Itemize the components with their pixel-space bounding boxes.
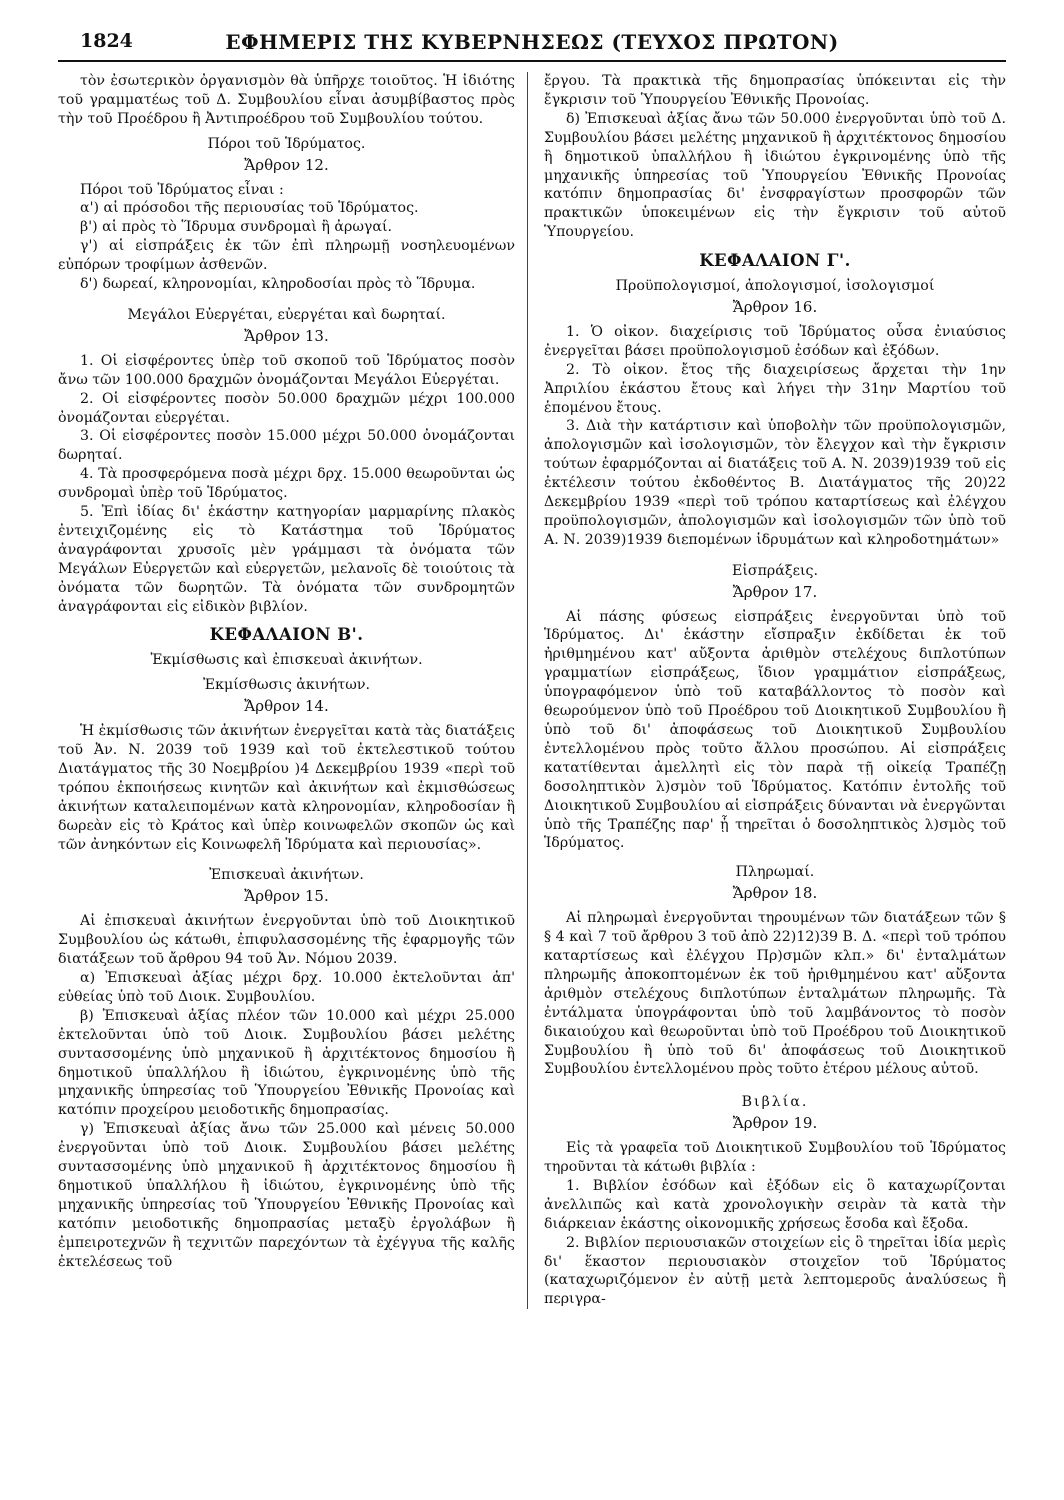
section-heading: Ἐκμίσθωσις ἀκινήτων. — [203, 677, 370, 694]
paragraph: 2. Τὸ οἰκον. ἔτος τῆς διαχειρίσεως ἄρχεται τὴν 1ην Ἀπριλίου ἑκάστου ἔτους καὶ λήγει τὴν 31ην Μαρτίου τοῦ ἑπομένου ἔτους. — [544, 361, 1006, 416]
paragraph: ἔργου. Τὰ πρακτικὰ τῆς δημοπρασίας ὑπόκεινται εἰς τὴν ἔγκρισιν τοῦ Ὑπουργείου Ἐθνικῆς Προνοίας. — [544, 73, 1006, 108]
article-number: Ἄρθρον 18. — [732, 884, 818, 903]
section-heading: Ἐπισκευαὶ ἀκινήτων. — [209, 867, 364, 884]
paragraph: 3. Οἱ εἰσφέροντες ποσὸν 15.000 μέχρι 50.000 ὀνομάζονται δωρηταί. — [58, 428, 516, 464]
article-number: Ἄρθρον 12. — [244, 155, 329, 174]
article-number: Ἄρθρον 16. — [732, 297, 818, 316]
section-heading: Μεγάλοι Εὐεργέται, εὐεργέται καὶ δωρηταί. — [127, 306, 446, 323]
list-item: γ') αἱ εἰσπράξεις ἐκ τῶν ἐπὶ πληρωμῇ νοσηλευομένων εὐπόρων τροφίμων ἀσθενῶν. — [58, 238, 516, 274]
paragraph: Ἡ ἐκμίσθωσις τῶν ἀκινήτων ἐνεργεῖται κατὰ τὰς διατάξεις τοῦ Ἀν. Ν. 2039 τοῦ 1939 καὶ τοῦ ἐκτελεστικοῦ τούτου Διατάγματος τῆς 30 Νοεμβρίου )4 Δεκεμβρίου 1939 «περὶ τοῦ τρόπου ἐκποιήσεως κινητῶν καὶ ἀκινήτων καὶ ἐκμισθώσεως ἀκινήτων καταλειπομένων κατὰ κληρονομίαν, κληροδοσίαν ἢ δωρεὰν εἰς τὸ Κράτος καὶ ὑπὲρ κοινωφελῶν σκοπῶν ὡς καὶ τῶν ἀνηκόντων εἰς Κοινωφελῆ Ἱδρύματα καὶ περιουσίας». — [58, 723, 516, 853]
paragraph: Αἱ ἐπισκευαὶ ἀκινήτων ἐνεργοῦνται ὑπὸ τοῦ Διοικητικοῦ Συμβουλίου ὡς κάτωθι, ἐπιφυλασσομένης τῆς ἐφαρμογῆς τῶν διατάξεων τοῦ ἄρθρου 94 τοῦ Ἀν. Νόμου 2039. — [58, 913, 516, 968]
text-columns — [58, 72, 1006, 1309]
paragraph: Πόροι τοῦ Ἱδρύματος εἶναι : — [80, 181, 284, 198]
paragraph: 1. Ὁ οἰκον. διαχείρισις τοῦ Ἱδρύματος οὖσα ἐνιαύσιος ἐνεργεῖται βάσει προϋπολογισμοῦ ἐσόδων καὶ ἐξόδων. — [544, 323, 1006, 359]
paragraph: 5. Ἐπὶ ἰδίας δι' ἑκάστην κατηγορίαν μαρμαρίνης πλακὸς ἐντειχιζομένης εἰς τὸ Κατάστημα τοῦ Ἱδρύματος ἀναγράφονται χρυσοῖς μὲν γράμμασι τὰ ὀνόματα τῶν Μεγάλων Εὐεργετῶν καὶ εὐεργετῶν, μελανοῖς δὲ τοιούτοις τὰ ὀνόματα τῶν δωρητῶν. Τὰ ὀνόματα τῶν συνδρομητῶν ἀναγράφονται εἰς εἰδικὸν βιβλίον. — [58, 504, 516, 615]
list-item: δ) Ἐπισκευαὶ ἀξίας ἄνω τῶν 50.000 ἐνεργοῦνται ὑπὸ τοῦ Δ. Συμβουλίου βάσει μελέτης μηχανικοῦ ἢ ἀρχιτέκτονος δημοσίου ἢ δημοτικοῦ ὑπαλλήλου ἢ ἰδιώτου ἐγκρινομένης ὑπὸ τῆς μηχανικῆς ὑπηρεσίας τοῦ Ὑπουργείου Ἐθνικῆς Προνοίας κατόπιν δημοπρασίας δι' ἐνσφραγίστων προσφορῶν τῶν πρακτικῶν ὑποκειμένων εἰς τὴν ἔγκρισιν τοῦ αὐτοῦ Ὑπουργείου. — [544, 110, 1006, 241]
article-number: Ἄρθρον 15. — [244, 887, 329, 906]
article-number: Ἄρθρον 14. — [244, 697, 329, 716]
list-item: 2. Βιβλίον περιουσιακῶν στοιχείων εἰς ὃ τηρεῖται ἰδία μερὶς δι' ἕκαστον περιουσιακὸν στοιχεῖον τοῦ Ἱδρύματος (καταχωριζόμενον ἐν αὐτῇ μετὰ λεπτομεροῦς ἀναλύσεως ἢ περιγρα- — [544, 1234, 1006, 1308]
paragraph: Εἰς τὰ γραφεῖα τοῦ Διοικητικοῦ Συμβουλίου τοῦ Ἱδρύματος τηροῦνται τὰ κάτωθι βιβλία : — [544, 1140, 1006, 1176]
paragraph: 4. Τὰ προσφερόμενα ποσὰ μέχρι δρχ. 15.000 θεωροῦνται ὡς συνδρομαὶ ὑπὲρ τοῦ Ἱδρύματος. — [58, 466, 516, 502]
paragraph: Αἱ πάσης φύσεως εἰσπράξεις ἐνεργοῦνται ὑπὸ τοῦ Ἱδρύματος. Δι' ἑκάστην εἴσπραξιν ἐκδίδεται ἐκ τοῦ ἠριθμημένου κατ' αὔξοντα ἀριθμὸν στελέχους διπλοτύπων γραμματίων εἰσπράξεως, ἴδιον γραμμάτιον εἰσπράξεως, ὑπογραφόμενον ὑπὸ τοῦ καταβάλλοντος τὸ ποσὸν καὶ θεωρούμενον ὑπὸ τοῦ Προέδρου τοῦ Διοικητικοῦ Συμβουλίου ἢ ὑπὸ τοῦ δι' ἀποφάσεως τοῦ Διοικητικοῦ Συμβουλίου ἐντελλομένου πρὸς τοῦτο ἄλλου προσώπου. Αἱ εἰσπράξεις κατατίθενται ἀμελλητὶ εἰς τὸν παρὰ τῇ οἰκείᾳ Τραπέζῃ δοσοληπτικὸν λ)σμὸν τοῦ Ἱδρύματος. Κατόπιν ἐντολῆς τοῦ Διοικητικοῦ Συμβουλίου αἱ εἰσπράξεις δύνανται νὰ ἐνεργῶνται ὑπὸ τῆς Τραπέζης παρ' ᾗ τηρεῖται ὁ δοσοληπτικὸς λ)σμὸς τοῦ Ἱδρύματος. — [544, 608, 1006, 852]
section-heading: Πόροι τοῦ Ἱδρύματος. — [207, 135, 366, 152]
chapter-heading: ΚΕΦΑΛΑΙΟΝ Γ'. — [699, 251, 851, 271]
list-item: α') αἱ πρόσοδοι τῆς περιουσίας τοῦ Ἱδρύματος. — [80, 200, 419, 217]
list-item: γ) Ἐπισκευαὶ ἀξίας ἄνω τῶν 25.000 καὶ μένεις 50.000 ἐνεργοῦνται ὑπὸ τοῦ Διοικ. Συμβουλίου βάσει μελέτης συντασσομένης ὑπὸ μηχανικοῦ ἢ ἀρχιτέκτονος δημοσίου ἢ δημοτικοῦ ὑπαλλήλου ἢ ἰδιώτου, ἐγκρινομένης ὑπὸ τῆς μηχανικῆς ὑπηρεσίας τοῦ Ὑπουργείου Ἐθνικῆς Προνοίας καὶ κατόπιν μειοδοτικῆς δημοπρασίας μεταξὺ ἐργολάβων ἢ ἐμπειροτεχνῶν ἢ τεχνιτῶν παρεχόντων τὰ ἐχέγγυα τῆς καλῆς ἐκτελέσεως τοῦ — [58, 1121, 516, 1270]
paragraph: Αἱ πληρωμαὶ ἐνεργοῦνται τηρουμένων τῶν διατάξεων τῶν § § 4 καὶ 7 τοῦ ἄρθρου 3 τοῦ ἀπὸ 22)12)39 Β. Δ. «περὶ τοῦ τρόπου καταρτίσεως καὶ ἐλέγχου Πρ)σμῶν κλπ.» δι' ἐνταλμάτων πληρωμῆς ἀποκοπτομένων ἐκ τοῦ ἠριθμημένου κατ' αὔξοντα ἀριθμὸν στελέχους διπλοτύπων ἐνταλμάτων πληρωμῆς. Τὰ ἐντάλματα ὑπογράφονται ὑπὸ τοῦ λαμβάνοντος τὸ ποσὸν δικαιούχου καὶ θεωροῦνται ὑπὸ τοῦ Προέδρου τοῦ Διοικητικοῦ Συμβουλίου ἢ ὑπὸ τοῦ δι' ἀποφάσεως τοῦ Διοικητικοῦ Συμβουλίου ἐντελλομένου πρὸς τοῦτο ἑτέρου μέλους αὐτοῦ. — [544, 910, 1006, 1078]
list-item: δ') δωρεαί, κληρονομίαι, κληροδοσίαι πρὸς τὸ Ἵδρυμα. — [80, 276, 476, 293]
section-heading: Ἐκμίσθωσις καὶ ἐπισκευαὶ ἀκινήτων. — [150, 652, 423, 669]
article-number: Ἄρθρον 19. — [732, 1114, 818, 1133]
paragraph: 3. Διὰ τὴν κατάρτισιν καὶ ὑποβολὴν τῶν προϋπολογισμῶν, ἀπολογισμῶν καὶ ἰσολογισμῶν, τὸν ἔλεγχον καὶ τὴν ἔγκρισιν τούτων ἐφαρμόζονται αἱ διατάξεις τοῦ Α. Ν. 2039)1939 τοῦ εἰς ἐκτέλεσιν τούτου ἐκδοθέντος Β. Διατάγματος τῆς 20)22 Δεκεμβρίου 1939 «περὶ τοῦ τρόπου καταρτίσεως καὶ ἐλέγχου προϋπολογισμῶν, ἀπολογισμῶν καὶ ἰσολογισμῶν τῶν ὑπὸ τοῦ Α. Ν. 2039)1939 διεπομένων ἱδρυμάτων καὶ κληροδοτημάτων» — [544, 418, 1006, 548]
section-heading: Βιβλία. — [741, 1094, 809, 1111]
list-item: β) Ἐπισκευαὶ ἀξίας πλέον τῶν 10.000 καὶ μέχρι 25.000 ἐκτελοῦνται ὑπὸ τοῦ Διοικ. Συμβουλίου βάσει μελέτης συντασσομένης ὑπὸ μηχανικοῦ ἢ ἀρχιτέκτονος δημοσίου ἢ δημοτικοῦ ὑπαλλήλου ἢ ἰδιώτου, ἐγκρινομένης ὑπὸ τῆς μηχανικῆς ὑπηρεσίας τοῦ Ὑπουργείου Ἐθνικῆς Προνοίας καὶ κατόπιν προχείρου μειοδοτικῆς δημοπρασίας. — [58, 1007, 516, 1119]
journal-title: ΕΦΗΜΕΡΙΣ ΤΗΣ ΚΥΒΕΡΝΗΣΕΩΣ (ΤΕΥΧΟΣ ΠΡΩΤΟΝ) — [225, 30, 839, 54]
right-column — [544, 72, 1006, 1309]
paragraph: τὸν ἐσωτερικὸν ὀργανισμὸν θὰ ὑπῆρχε τοιοῦτος. Ἡ ἰδιότης τοῦ γραμματέως τοῦ Δ. Συμβουλίου εἶναι ἀσυμβίβαστος πρὸς τὴν τοῦ Προέδρου ἢ Ἀντιπροέδρου τοῦ Συμβουλίου τούτου. — [58, 73, 516, 127]
paragraph: 2. Οἱ εἰσφέροντες ποσὸν 50.000 δραχμῶν μέχρι 100.000 ὀνομάζονται εὐεργέται. — [58, 390, 516, 426]
section-heading: Προϋπολογισμοί, ἀπολογισμοί, ἰσολογισμοί — [615, 278, 935, 295]
article-number: Ἄρθρον 13. — [244, 326, 329, 345]
paragraph: 1. Οἱ εἰσφέροντες ὑπὲρ τοῦ σκοποῦ τοῦ Ἱδρύματος ποσὸν ἄνω τῶν 100.000 δραχμῶν ὀνομάζονται Μεγάλοι Εὐεργέται. — [58, 352, 516, 388]
article-number: Ἄρθρον 17. — [732, 582, 818, 601]
page-number: 1824 — [80, 30, 133, 52]
left-column — [58, 72, 528, 1309]
chapter-heading: ΚΕΦΑΛΑΙΟΝ Β'. — [209, 625, 364, 645]
running-head — [58, 30, 1006, 62]
section-heading: Πληρωμαί. — [735, 864, 815, 881]
list-item: α) Ἐπισκευαὶ ἀξίας μέχρι δρχ. 10.000 ἐκτελοῦνται ἀπ' εὐθείας ὑπὸ τοῦ Διοικ. Συμβουλίου. — [58, 969, 516, 1005]
section-heading: Εἰσπράξεις. — [731, 562, 819, 579]
list-item: β') αἱ πρὸς τὸ Ἵδρυμα συνδρομαὶ ἢ ἀρωγαί. — [80, 219, 393, 236]
list-item: 1. Βιβλίον ἐσόδων καὶ ἐξόδων εἰς ὃ καταχωρίζονται ἀνελλιπῶς καὶ κατὰ χρονολογικὴν σειρὰν τὰ κατὰ τὴν διάρκειαν ἑκάστης οἰκονομικῆς χρήσεως ἔσοδα καὶ ἔξοδα. — [544, 1177, 1006, 1232]
